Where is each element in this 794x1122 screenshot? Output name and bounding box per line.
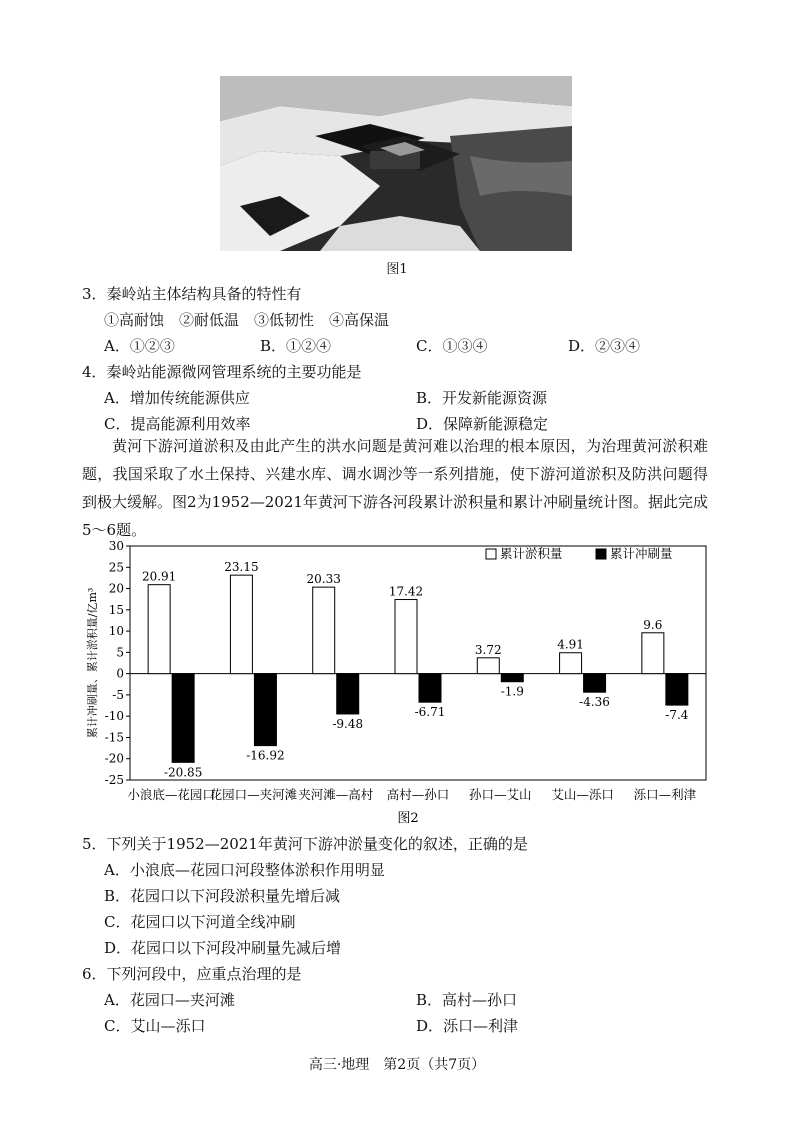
bar-deposition-label: 23.15 [224, 560, 259, 575]
bar-deposition [313, 587, 335, 673]
bar-deposition-label: 3.72 [474, 642, 502, 657]
q3-items: ①高耐蚀 ②耐低温 ③低韧性 ④高保温 [104, 311, 390, 329]
bar-erosion [172, 674, 194, 763]
y-tick-label: 15 [108, 602, 124, 617]
figure2-chart [76, 538, 716, 828]
y-tick-label: -20 [104, 751, 124, 766]
q5-stem: 5．下列关于1952—2021年黄河下游冲淤量变化的叙述，正确的是 [82, 835, 528, 853]
bar-erosion-label: -7.4 [665, 708, 689, 723]
bar-deposition-label: 17.42 [388, 584, 424, 599]
bar-deposition [560, 653, 582, 674]
q5-option-b: B．花园口以下河段淤积量先增后减 [104, 887, 341, 905]
x-category-label: 小浪底—花园口 [127, 787, 215, 802]
bar-erosion-label: -16.92 [246, 748, 285, 763]
x-category-label: 夹河滩—高村 [298, 787, 374, 802]
bar-erosion [666, 674, 688, 705]
passage: 黄河下游河道淤积及由此产生的洪水问题是黄河难以治理的根本原因，为治理黄河淤积难题，我国采取了水土保持、兴建水库、调水调沙等一系列措施，使下游河道淤积及防洪问题得到极大缓解。图2为1952—2021年黄河下游各河段累计淤积量和累计冲刷量统计图。据此完成5～6题。 [82, 437, 708, 539]
q6-option-c: C．艾山—泺口 [104, 1017, 206, 1035]
page-footer: 高三·地理 第2页（共7页） [308, 1057, 486, 1073]
y-tick-label: -10 [104, 709, 124, 724]
y-tick-label: 5 [116, 645, 124, 660]
q4-stem: 4．秦岭站能源微网管理系统的主要功能是 [82, 363, 362, 381]
y-axis-label: 累计冲刷量、累计淤积量/亿m³ [86, 587, 99, 739]
q3-stem: 3．秦岭站主体结构具备的特性有 [82, 285, 302, 303]
legend-label-deposition: 累计淤积量 [500, 546, 563, 561]
bar-erosion [419, 674, 441, 703]
q5-option-d: D．花园口以下河段冲刷量先减后增 [104, 939, 342, 957]
q3-option-c: C．①③④ [416, 337, 488, 355]
q4-option-c: C．提高能源利用效率 [104, 415, 251, 433]
y-tick-label: -5 [112, 687, 124, 702]
bar-deposition [395, 600, 417, 674]
q6-stem: 6．下列河段中，应重点治理的是 [82, 965, 302, 983]
y-tick-label: -15 [104, 730, 124, 745]
q5-option-c: C．花园口以下河道全线冲刷 [104, 913, 296, 931]
bar-erosion-label: -4.36 [579, 695, 610, 710]
bar-erosion-label: -1.9 [500, 684, 524, 699]
bar-erosion [254, 674, 276, 746]
bar-erosion [584, 674, 606, 693]
q6-option-b: B．高村—孙口 [416, 991, 518, 1009]
bar-deposition [148, 585, 170, 674]
bar-deposition [642, 633, 664, 674]
bar-erosion [337, 674, 359, 714]
legend-label-erosion: 累计冲刷量 [610, 546, 673, 561]
q3-option-a: A．①②③ [104, 337, 175, 355]
figure2-caption: 图2 [397, 811, 419, 826]
q4-option-b: B．开发新能源资源 [416, 389, 548, 407]
q6-option-d: D．泺口—利津 [416, 1017, 519, 1035]
y-tick-label: 25 [108, 560, 124, 575]
x-category-label: 孙口—艾山 [469, 787, 532, 802]
x-category-label: 花园口—夹河滩 [209, 787, 298, 802]
bar-erosion [501, 674, 523, 682]
bar-deposition-label: 20.91 [141, 569, 177, 584]
y-tick-label: 0 [116, 666, 124, 681]
qinling-station-photo [220, 76, 572, 251]
q4-option-a: A．增加传统能源供应 [104, 389, 250, 407]
y-tick-label: 30 [108, 539, 124, 553]
bar-deposition-label: 4.91 [557, 637, 584, 652]
bar-deposition [477, 658, 499, 674]
bar-deposition [230, 575, 252, 673]
y-tick-label: 10 [108, 624, 124, 639]
y-tick-label: 20 [108, 581, 124, 596]
x-category-label: 艾山—泺口 [551, 787, 614, 802]
figure1-caption: 图1 [386, 262, 408, 277]
y-tick-label: -25 [104, 773, 124, 787]
legend-swatch-deposition [486, 549, 496, 559]
plot-frame [130, 546, 706, 780]
x-category-label: 高村—孙口 [386, 787, 450, 802]
bar-erosion-label: -9.48 [332, 716, 364, 731]
bar-deposition-label: 9.6 [643, 617, 663, 632]
x-category-label: 泺口—利津 [633, 787, 697, 802]
q4-option-d: D．保障新能源稳定 [416, 415, 549, 433]
legend-swatch-erosion [596, 549, 606, 559]
q3-option-b: B．①②④ [260, 337, 332, 355]
bar-deposition-label: 20.33 [306, 572, 341, 587]
q5-option-a: A．小浪底—花园口河段整体淤积作用明显 [104, 861, 385, 879]
bar-erosion-label: -6.71 [414, 705, 446, 720]
q3-option-d: D．②③④ [568, 337, 641, 355]
q6-option-a: A．花园口—夹河滩 [104, 991, 235, 1009]
bar-erosion-label: -20.85 [163, 765, 203, 780]
